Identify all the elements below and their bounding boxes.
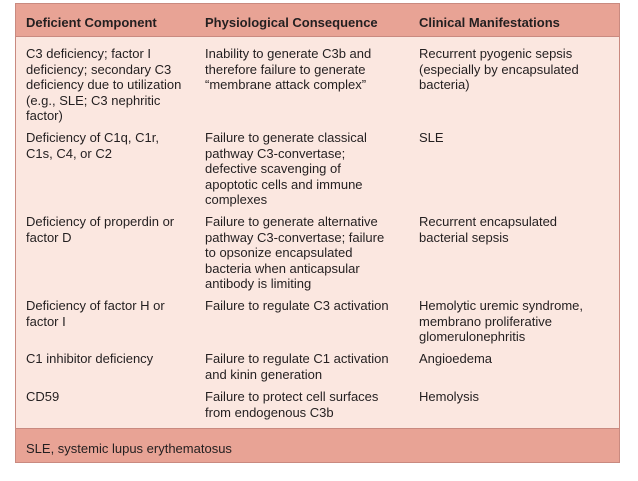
header-deficient-component: Deficient Component (26, 15, 157, 30)
clinical-manifestation-cell: Hemolytic uremic syndrome, membrano proliferative glomerulonephritis (419, 298, 583, 344)
clinical-manifestation-cell: Angioedema (419, 351, 492, 366)
physiological-consequence-cell: Failure to protect cell surfaces from endogenous C3b (205, 389, 379, 420)
deficient-component-cell: C3 deficiency; factor I deficiency; secondary C3 deficiency due to utilization (e.g., SLE; C3 nephritic factor) (26, 46, 182, 123)
clinical-manifestation-cell: Recurrent encapsulated bacterial sepsis (419, 214, 558, 245)
clinical-manifestation-cell: Hemolysis (419, 389, 479, 404)
table-footnote-row (16, 428, 619, 462)
complement-deficiency-table (15, 3, 620, 463)
physiological-consequence-cell: Inability to generate C3b and therefore failure to generate “membrane attack complex” (205, 46, 372, 92)
clinical-manifestation-cell: Recurrent pyogenic sepsis (especially by encapsulated bacteria) (419, 46, 579, 92)
deficient-component-cell: Deficiency of properdin or factor D (26, 214, 175, 245)
deficient-component-cell: Deficiency of C1q, C1r, C1s, C4, or C2 (26, 130, 159, 161)
physiological-consequence-cell: Failure to generate alternative pathway C3-convertase; failure to opsonize encapsulated bacteria when anticapsular antibody is limiting (205, 214, 385, 291)
clinical-manifestation-cell: SLE (419, 130, 444, 145)
deficient-component-cell: Deficiency of factor H or factor I (26, 298, 165, 329)
physiological-consequence-cell: Failure to generate classical pathway C3-convertase; defective scavenging of apoptotic cells and immune complexes (205, 130, 367, 207)
physiological-consequence-cell: Failure to regulate C3 activation (205, 298, 389, 313)
header-clinical-manifestations: Clinical Manifestations (419, 15, 560, 30)
physiological-consequence-cell: Failure to regulate C1 activation and kinin generation (205, 351, 389, 382)
table-header-row (16, 4, 619, 37)
deficient-component-cell: C1 inhibitor deficiency (26, 351, 154, 366)
header-physiological-consequence: Physiological Consequence (205, 15, 378, 30)
deficient-component-cell: CD59 (26, 389, 60, 404)
table-footnote: SLE, systemic lupus erythematosus (26, 441, 232, 456)
